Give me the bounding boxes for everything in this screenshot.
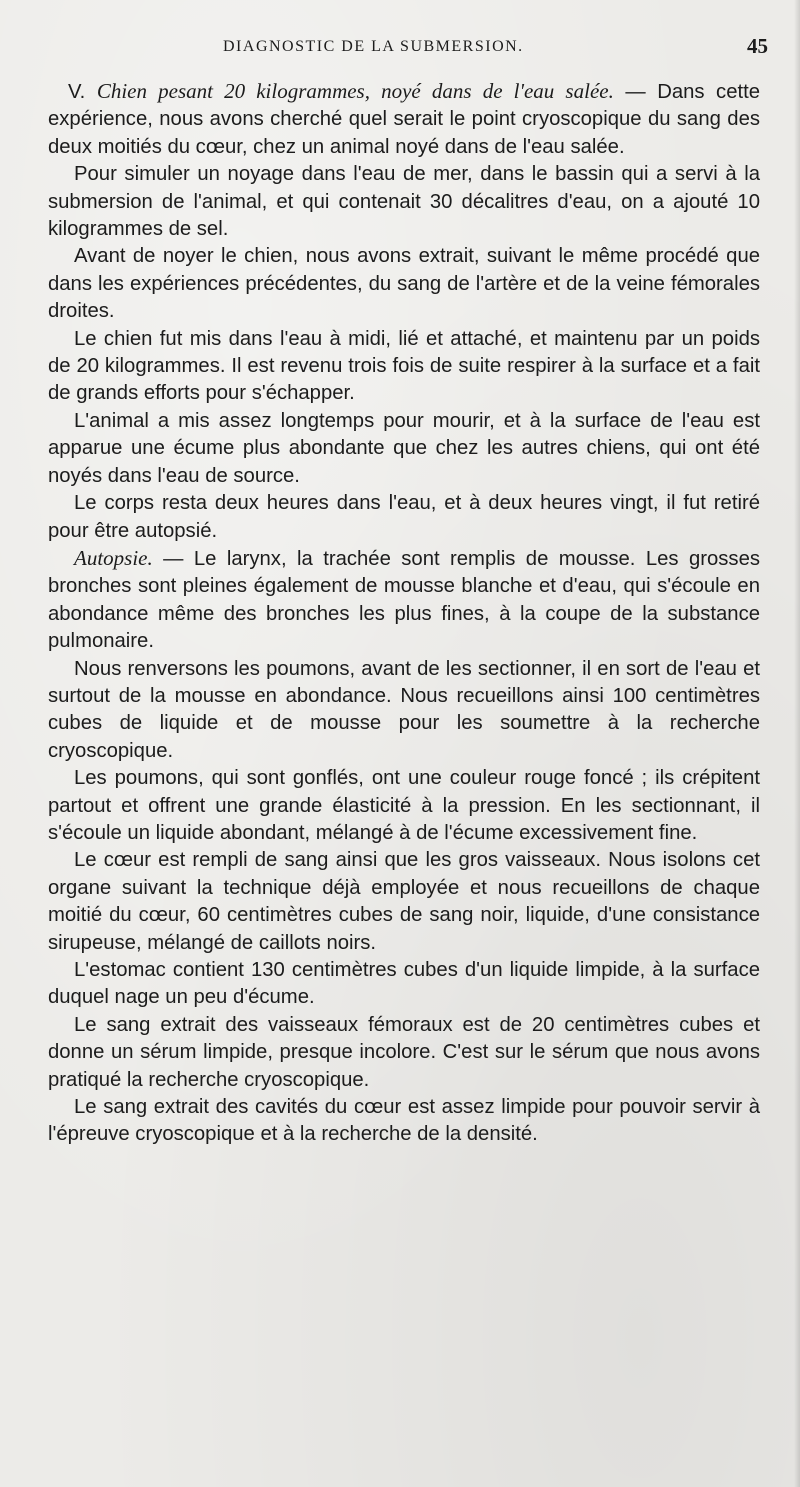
autopsy-label: Autopsie.	[74, 545, 153, 570]
paragraph: Avant de noyer le chien, nous avons extrait, suivant le même procédé que dans les expériences précédentes, du sang de l'artère et de la veine fémorales droites.	[48, 245, 760, 323]
paragraph: Le chien fut mis dans l'eau à midi, lié et attaché, et maintenu par un poids de 20 kilogrammes. Il est revenu trois fois de suite respirer à la surface et a fait de grands efforts pour s'échapper.	[48, 327, 760, 405]
body-text	[48, 78, 760, 1149]
paragraph: Pour simuler un noyage dans l'eau de mer, dans le bassin qui a servi à la submersion de l'animal, et qui contenait 30 décalitres d'eau, on a ajouté 10 kilogrammes de sel.	[48, 163, 760, 241]
paragraph: L'estomac contient 130 centimètres cubes d'un liquide limpide, à la surface duquel nage un peu d'écume.	[48, 959, 760, 1009]
paragraph: Les poumons, qui sont gonflés, ont une couleur rouge foncé ; ils crépitent partout et offrent une grande élasticité à la pression. En les sectionnant, il s'écoule un liquide abondant, mélangé à de l'écume excessivement fine.	[48, 767, 760, 844]
running-title: DIAGNOSTIC DE LA SUBMERSION.	[223, 38, 524, 55]
paragraph: Nous renversons les poumons, avant de les sectionner, il en sort de l'eau et surtout de la mousse en abondance. Nous recueillons ainsi 100 centimètres cubes de liquide et de mousse pour les soumettre à la recherche cryoscopique.	[48, 657, 760, 762]
experiment-number: V.	[68, 81, 86, 103]
paragraph-experiment-heading	[48, 78, 760, 161]
paragraph: Le corps resta deux heures dans l'eau, et à deux heures vingt, il fut retiré pour être autopsié.	[48, 492, 760, 542]
heading-dash: —	[625, 81, 646, 103]
scan-edge-shadow	[794, 0, 800, 1487]
paragraph: Le sang extrait des cavités du cœur est assez limpide pour pouvoir servir à l'épreuve cryoscopique et à la recherche de la densité.	[48, 1096, 760, 1146]
paragraph: L'animal a mis assez longtemps pour mourir, et à la surface de l'eau est apparue une écume plus abondante que chez les autres chiens, qui ont été noyés dans l'eau de source.	[48, 409, 760, 487]
paragraph: Le sang extrait des vaisseaux fémoraux est de 20 centimètres cubes et donne un sérum limpide, presque incolore. C'est sur le sérum que nous avons pratiqué la recherche cryoscopique.	[48, 1013, 760, 1091]
paragraph-autopsy	[48, 545, 760, 656]
experiment-title: Chien pesant 20 kilogrammes, noyé dans de l'eau salée.	[96, 79, 614, 103]
paragraph: Le cœur est rempli de sang ainsi que les gros vaisseaux. Nous isolons cet organe suivant la technique déjà employée et nous recueillons de chaque moitié du cœur, 60 centimètres cubes de sang noir, liquide, d'une consistance sirupeuse, mélangé de caillots noirs.	[48, 849, 760, 954]
page-number: 45	[747, 34, 768, 58]
paragraph-text: Dans cette expérience, nous avons cherché quel serait le point cryoscopique du sang des deux moitiés du cœur, chez un animal noyé dans de l'eau salée.	[48, 81, 761, 158]
running-head	[48, 34, 774, 62]
paragraph-text: — Le larynx, la trachée sont remplis de mousse. Les grosses bronches sont pleines également de mousse blanche et d'eau, qui s'écoule en abondance même des bronches les plus fines, à la coupe de la substance pulmonaire.	[48, 547, 760, 653]
